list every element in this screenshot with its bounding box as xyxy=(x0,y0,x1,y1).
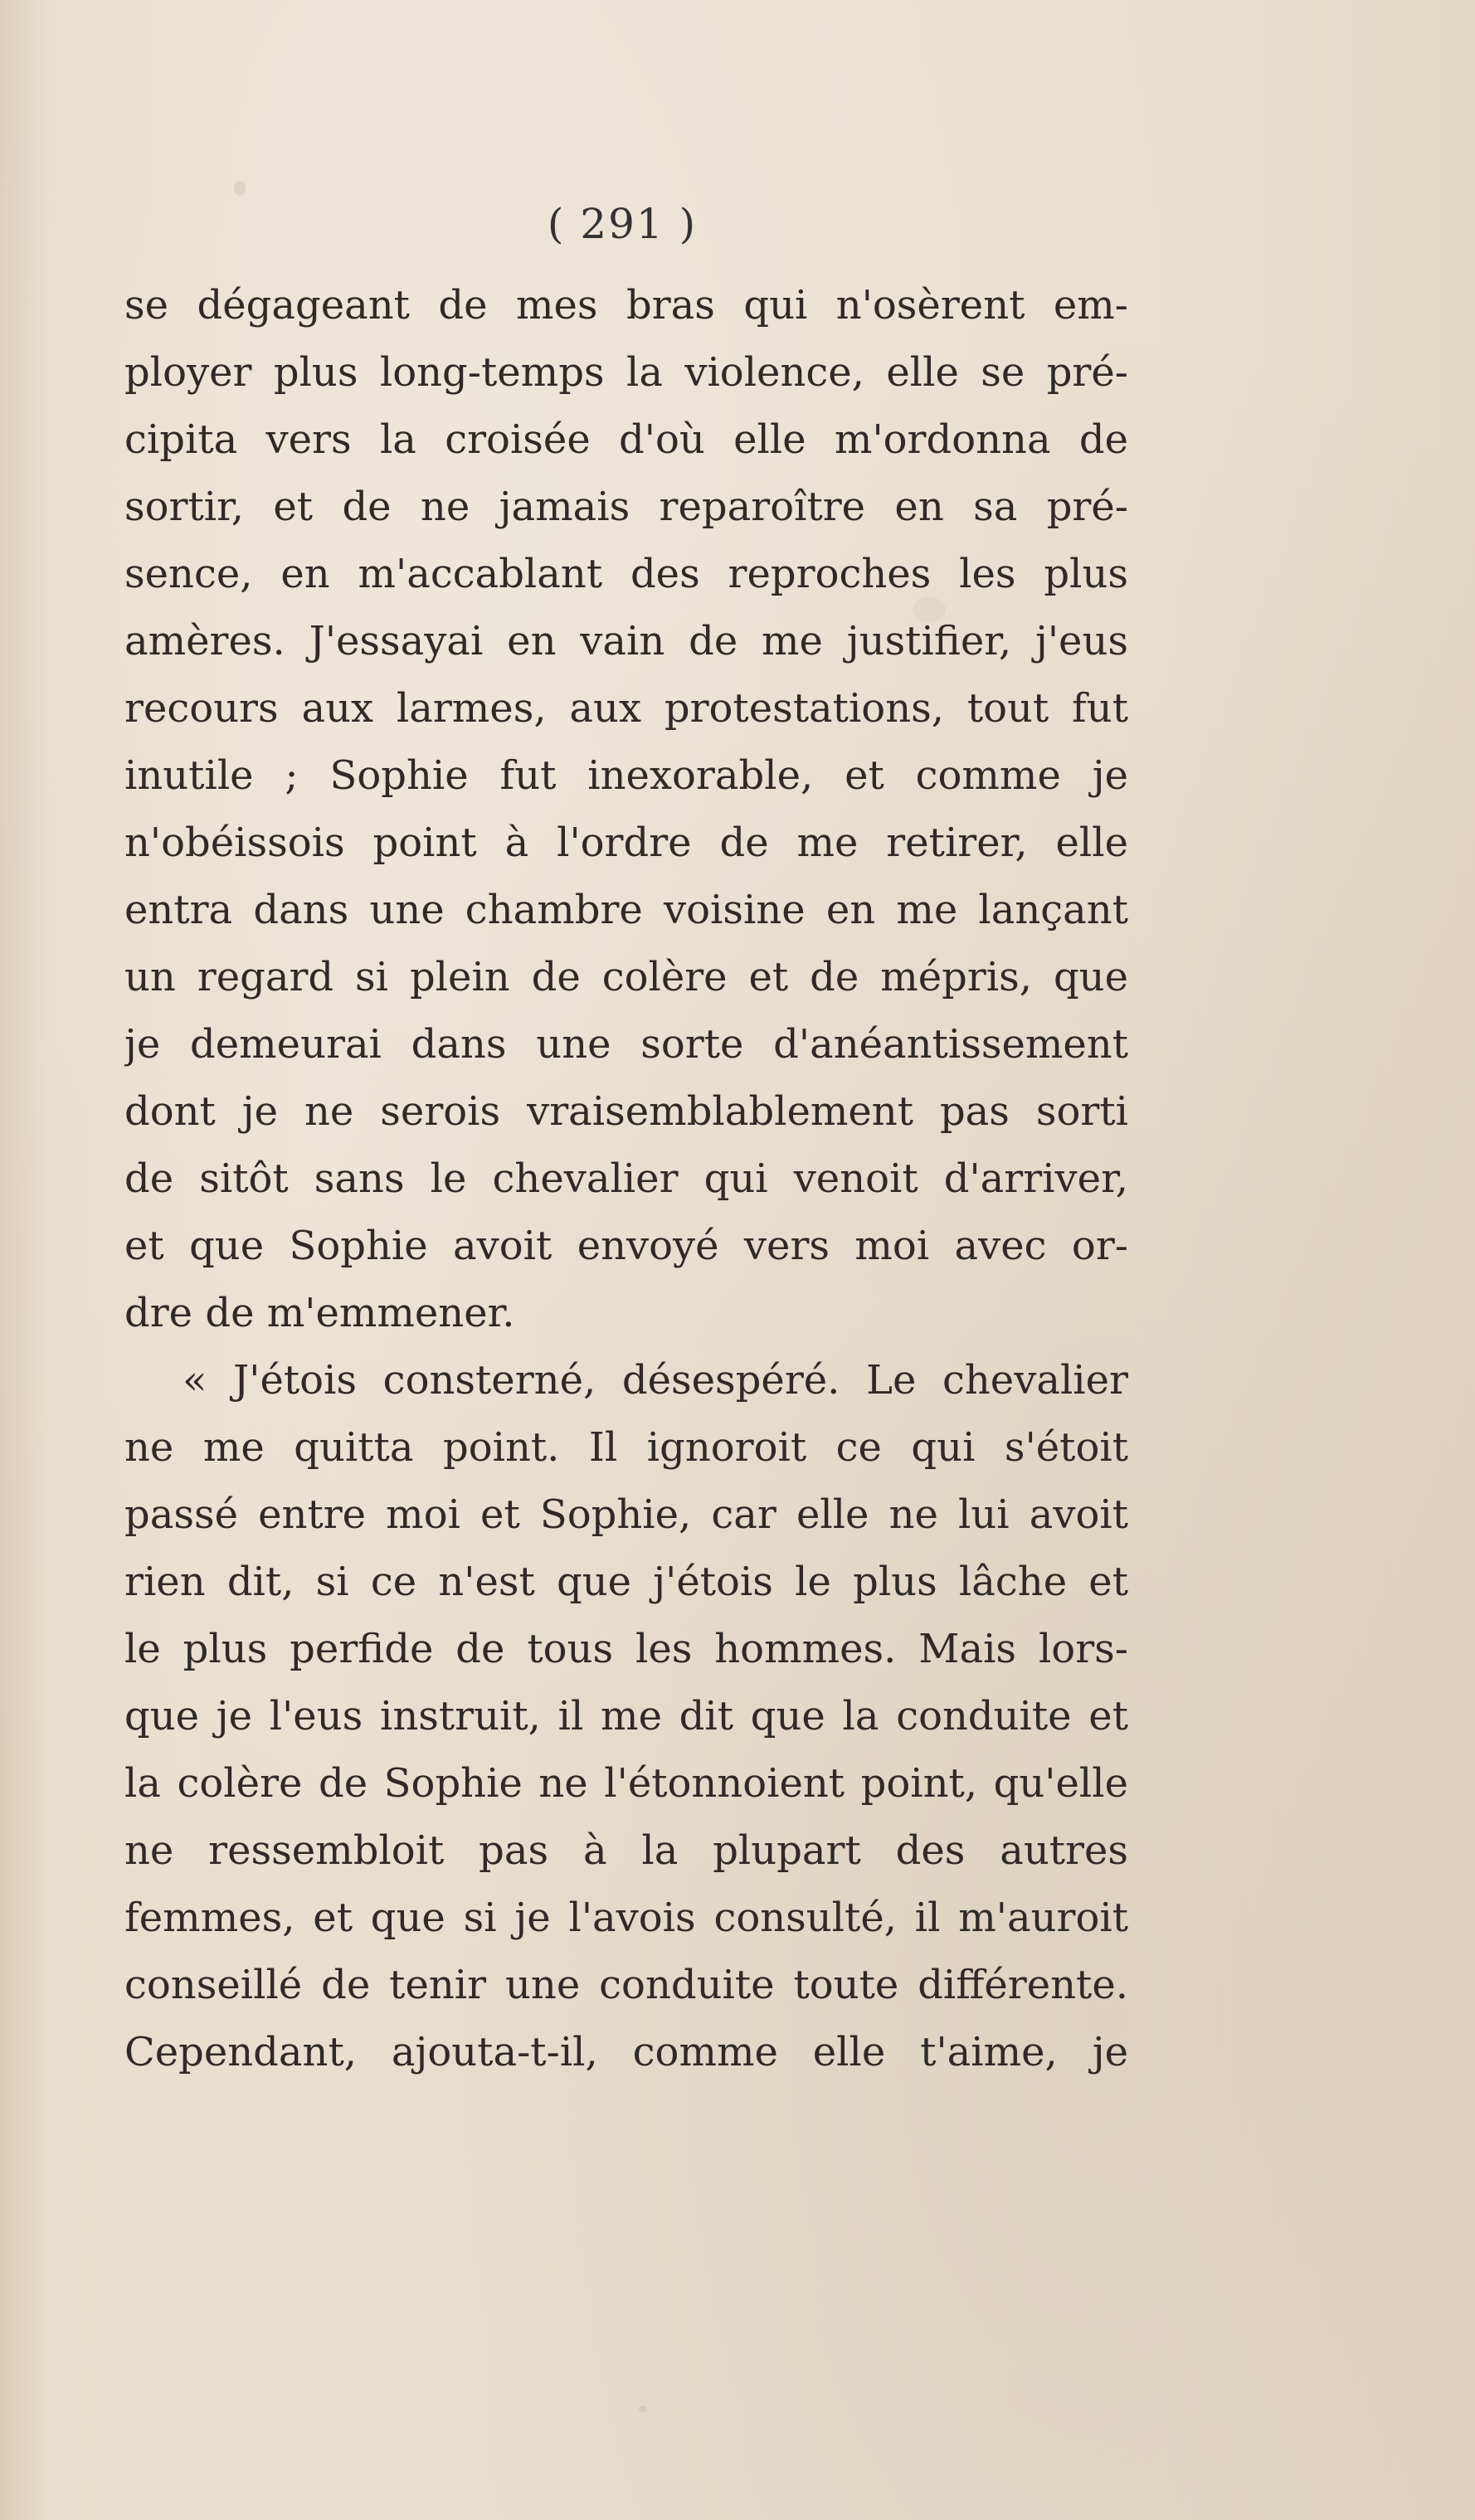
text-line: la colère de Sophie ne l'étonnoient point, qu'elle xyxy=(124,1760,1128,1807)
paper-stain xyxy=(234,181,246,196)
text-line: conseillé de tenir une conduite toute différente. xyxy=(124,1962,1128,2008)
text-line: et que Sophie avoit envoyé vers moi avec or- xyxy=(124,1223,1128,1269)
paper-stain xyxy=(639,2406,647,2412)
text-line: dre de m'emmener. xyxy=(124,1290,515,1336)
text-line: passé entre moi et Sophie, car elle ne lui avoit xyxy=(124,1491,1128,1538)
text-line: amères. J'essayai en vain de me justifier, j'eus xyxy=(124,618,1128,664)
page-number: ( 291 ) xyxy=(547,200,698,248)
text-line: de sitôt sans le chevalier qui venoit d'arriver, xyxy=(124,1155,1128,1202)
body-text xyxy=(124,272,1128,2086)
text-line: ne me quitta point. Il ignoroit ce qui s'étoit xyxy=(124,1424,1128,1471)
text-line: entra dans une chambre voisine en me lançant xyxy=(124,887,1128,933)
text-line: n'obéissois point à l'ordre de me retirer, elle xyxy=(124,820,1128,866)
text-line: recours aux larmes, aux protestations, tout fut xyxy=(124,685,1128,732)
text-line: Cependant, ajouta-t-il, comme elle t'aime, je xyxy=(124,2029,1128,2075)
text-line: cipita vers la croisée d'où elle m'ordonna de xyxy=(124,416,1128,463)
text-line: rien dit, si ce n'est que j'étois le plus lâche et xyxy=(124,1559,1128,1605)
text-line: je demeurai dans une sorte d'anéantissement xyxy=(124,1021,1128,1068)
text-line: inutile ; Sophie fut inexorable, et comme je xyxy=(124,752,1128,799)
text-line: se dégageant de mes bras qui n'osèrent em- xyxy=(124,282,1128,328)
text-line: un regard si plein de colère et de mépris, que xyxy=(124,954,1128,1000)
text-line: sence, en m'accablant des reproches les plus xyxy=(124,551,1128,597)
text-line: femmes, et que si je l'avois consulté, il m'auroit xyxy=(124,1895,1128,1941)
text-line: le plus perfide de tous les hommes. Mais lors- xyxy=(124,1626,1128,1672)
text-line: que je l'eus instruit, il me dit que la conduite et xyxy=(124,1693,1128,1739)
text-line: « J'étois consterné, désespéré. Le chevalier xyxy=(183,1357,1128,1404)
text-line: ployer plus long-temps la violence, elle se pré- xyxy=(124,349,1128,396)
text-line: dont je ne serois vraisemblablement pas sorti xyxy=(124,1088,1128,1135)
text-line: sortir, et de ne jamais reparoître en sa pré- xyxy=(124,484,1128,530)
text-line: ne ressembloit pas à la plupart des autres xyxy=(124,1827,1128,1874)
